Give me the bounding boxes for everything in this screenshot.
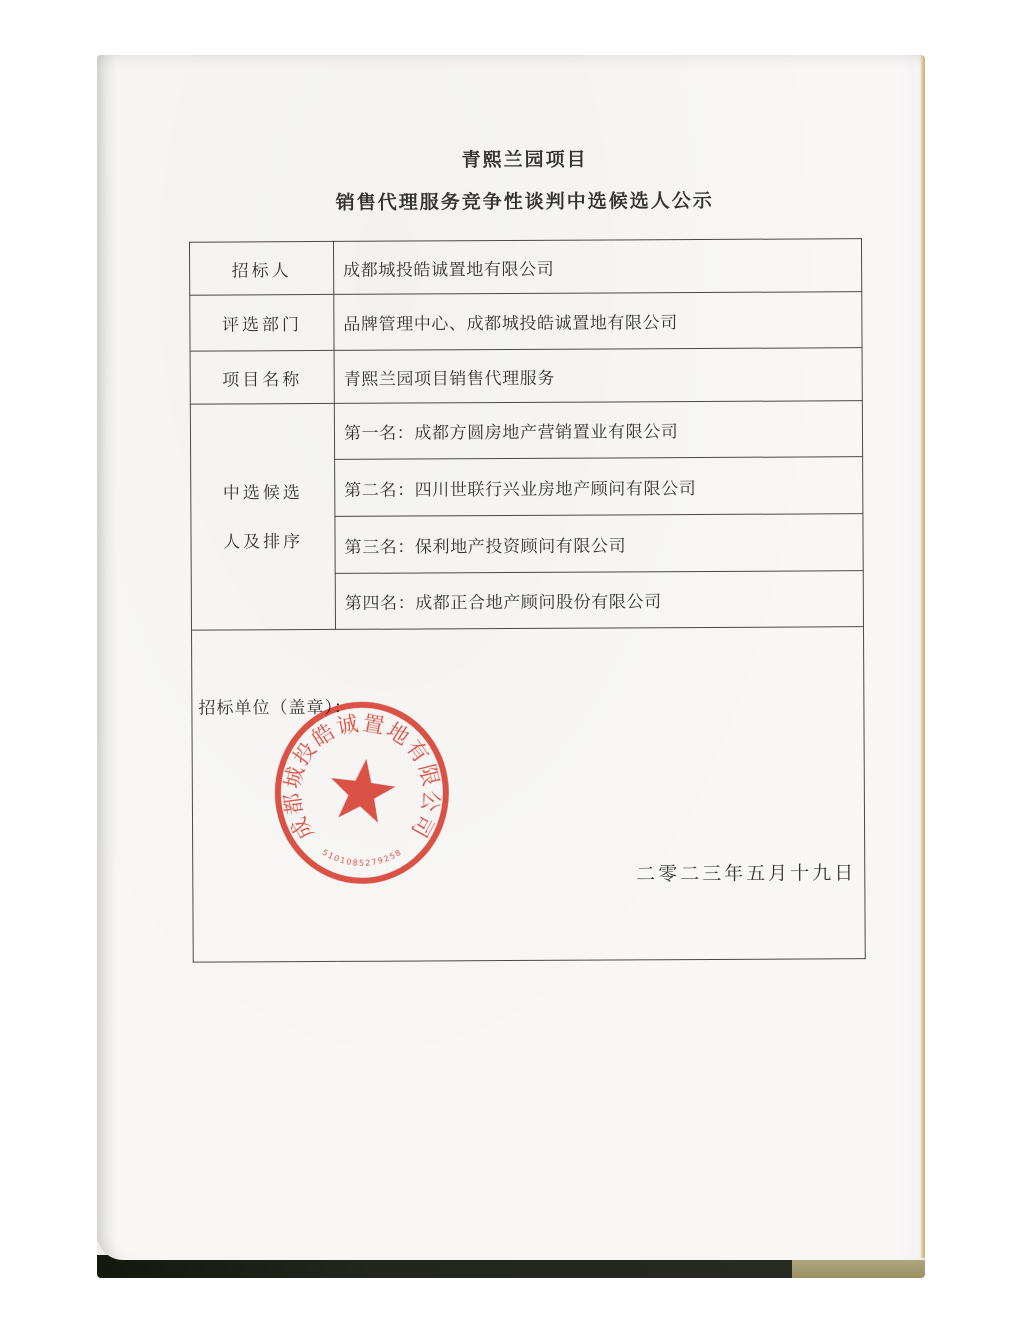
row-value-tenderer: 成都城投皓诚置地有限公司 bbox=[333, 239, 861, 295]
row-value-project: 青熙兰园项目销售代理服务 bbox=[334, 348, 862, 404]
page-title: 青熙兰园项目 bbox=[461, 149, 588, 172]
table-row bbox=[190, 348, 862, 405]
table-row bbox=[190, 292, 862, 352]
candidates-label-line2: 人及排序 bbox=[222, 531, 304, 552]
document-date: 二零二三年五月十九日 bbox=[636, 863, 857, 886]
seal-and-date-cell bbox=[192, 627, 866, 963]
row-label-tenderer: 招标人 bbox=[189, 241, 333, 295]
table-row bbox=[190, 401, 862, 461]
row-label-candidates bbox=[190, 403, 335, 630]
seal-label: 招标单位（盖章）： bbox=[198, 697, 352, 718]
seal-number-arc-text: 5101085279258 bbox=[320, 847, 404, 868]
seal-star-icon bbox=[331, 759, 395, 823]
document-content bbox=[97, 55, 925, 1278]
candidate-rank-1: 第一名：成都方圆房地产营销置业有限公司 bbox=[334, 401, 862, 460]
table-row bbox=[189, 239, 861, 296]
candidates-label-line1: 中选候选 bbox=[222, 482, 303, 503]
candidate-rank-2: 第二名：四川世联行兴业房地产顾问有限公司 bbox=[335, 457, 863, 517]
table-footer-row bbox=[192, 627, 866, 963]
title-block bbox=[188, 143, 860, 216]
row-label-department: 评选部门 bbox=[190, 294, 334, 351]
page-subtitle: 销售代理服务竞争性谈判中选候选人公示 bbox=[335, 190, 714, 214]
desk-edge-right bbox=[920, 55, 925, 1258]
candidate-rank-4: 第四名：成都正合地产顾问股份有限公司 bbox=[335, 571, 863, 630]
row-value-department: 品牌管理中心、成都城投皓诚置地有限公司 bbox=[334, 292, 862, 351]
document-photo bbox=[97, 55, 925, 1278]
announcement-table bbox=[189, 238, 866, 963]
seal-company-arc-text: 成都城投皓诚置地有限公司 bbox=[280, 711, 444, 844]
company-seal-stamp bbox=[271, 699, 452, 886]
candidate-rank-3: 第三名：保利地产投资顾问有限公司 bbox=[335, 514, 863, 574]
row-label-project: 项目名称 bbox=[190, 350, 334, 404]
